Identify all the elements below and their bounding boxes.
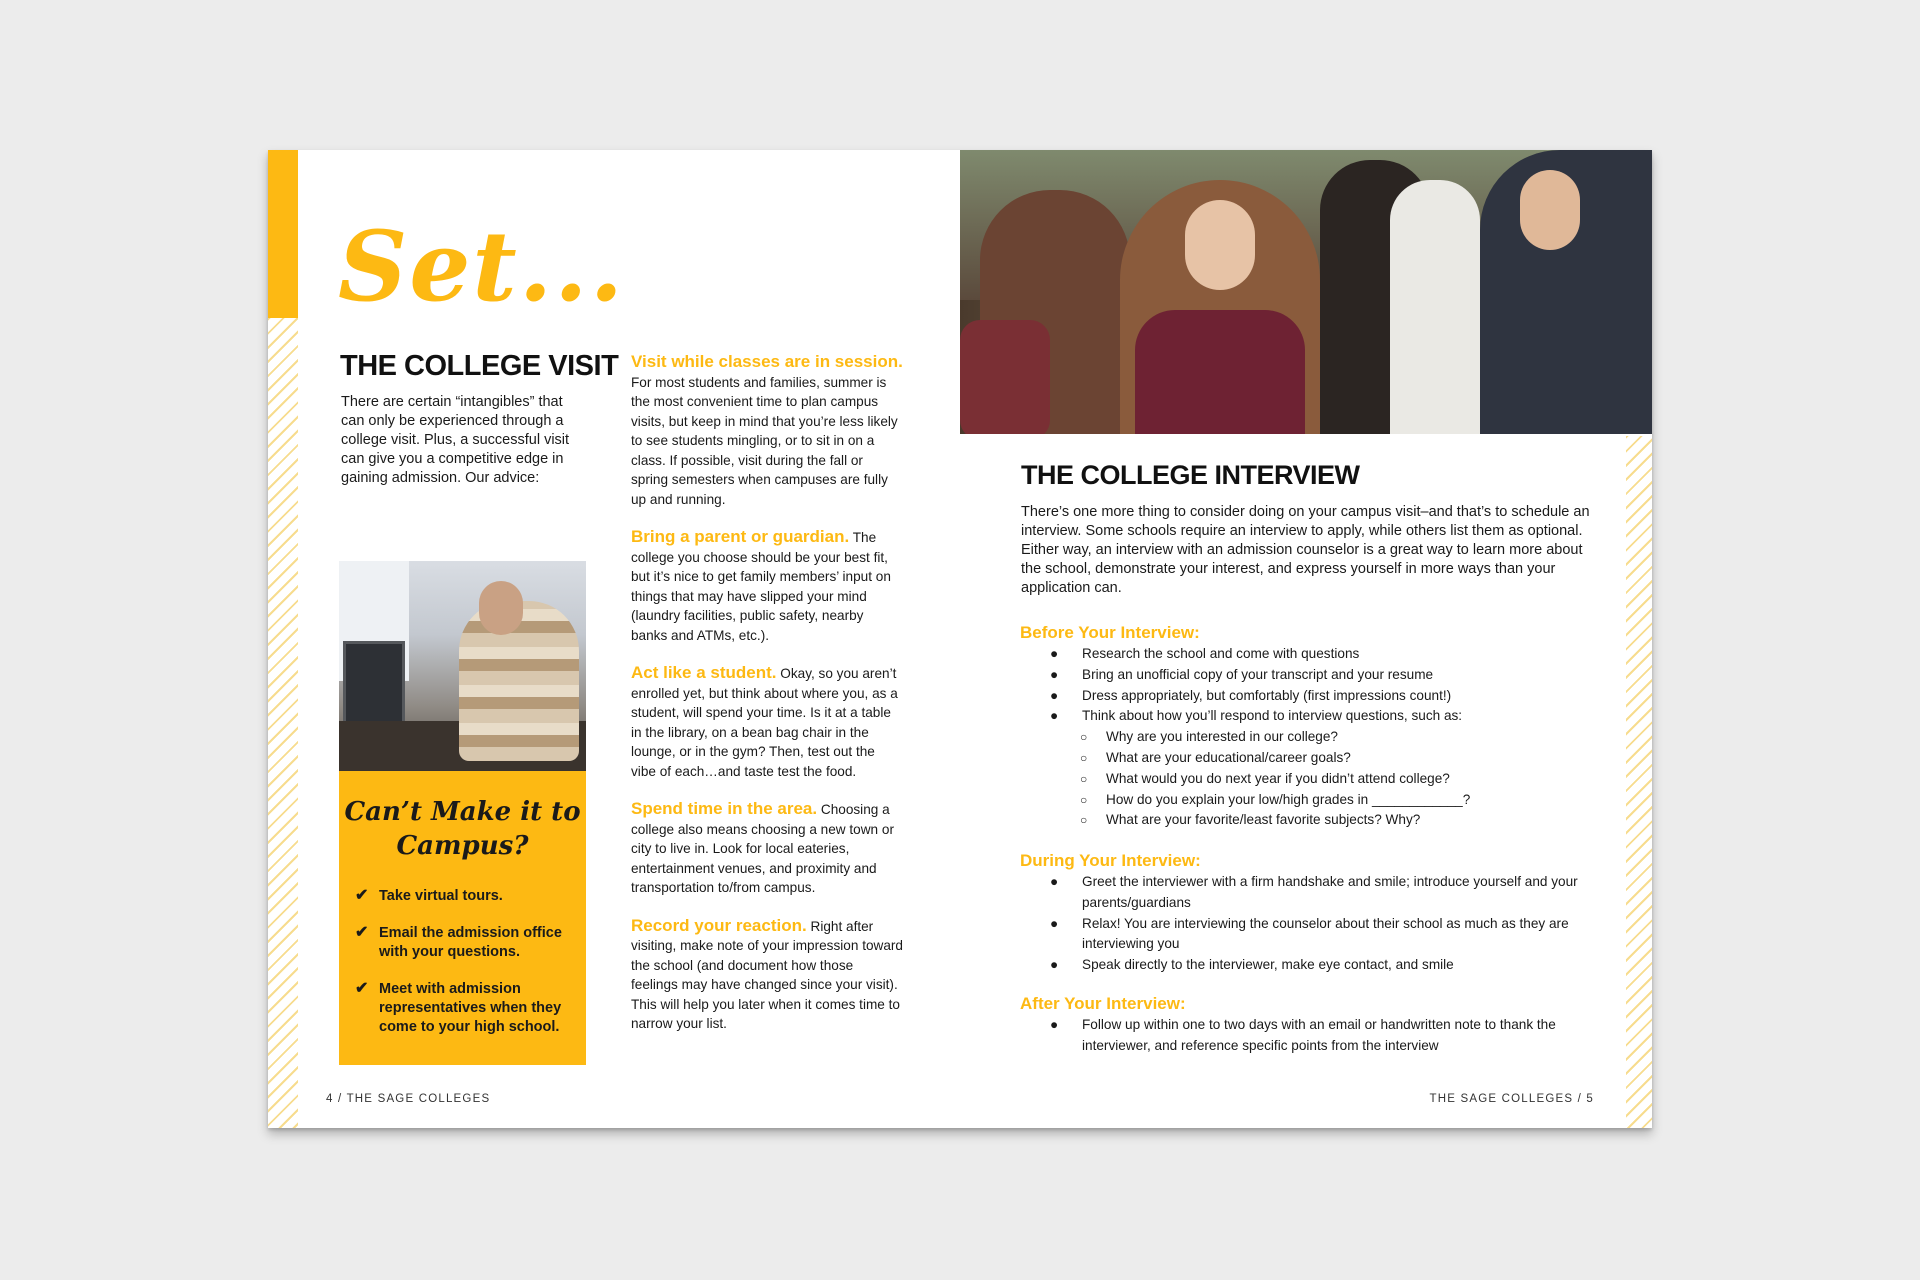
callout-item: ✔ Email the admission office with your questions. <box>355 924 562 960</box>
footer-left-page: 4 / THE SAGE COLLEGES <box>326 1093 491 1105</box>
sub-list-item: ○ Why are you interested in our college? <box>1080 729 1338 745</box>
tip-paragraph: Bring a parent or guardian. The college you choose should be your best fit, but it’s nice to get family members’ input on things that may have slipped your mind (laundry facilities, public safety, nearby banks and ATMs, etc.). <box>631 527 891 643</box>
list-item: ● Speak directly to the interviewer, make eye contact, and smile <box>1050 957 1454 973</box>
college-visit-intro: There are certain “intangibles” that can only be experienced through a college visit. Plus, a successful visit can give you a competitive edge in gaining admission. Our advice: <box>341 394 570 486</box>
sub-list-item: ○ What would you do next year if you didn’t attend college? <box>1080 770 1450 786</box>
after-interview-heading: After Your Interview: <box>1020 994 1186 1013</box>
callout-item: ✔ Meet with admission representatives when they come to your high school. <box>355 980 562 1035</box>
monitor-illustration <box>343 641 405 725</box>
tip-paragraph: Record your reaction. Right after visiting, make note of your impression toward the school (and document how those feelings may have changed since your visit). This will help you later when it comes time to narrow your list. <box>631 915 903 1031</box>
set-title: Set... <box>338 210 626 323</box>
before-interview-heading: Before Your Interview: <box>1020 623 1200 642</box>
college-interview-heading: THE COLLEGE INTERVIEW <box>1021 460 1360 490</box>
list-item: ● Dress appropriately, but comfortably (first impressions count!) <box>1050 687 1452 703</box>
callout-list <box>355 887 570 1055</box>
hatch-stripe-right <box>1626 436 1652 1128</box>
tip-lead: Record your reaction. <box>631 915 807 935</box>
tip-lead: Bring a parent or guardian. <box>631 527 850 546</box>
tip-paragraph: Visit while classes are in session. For most students and families, summer is the most convenient time to plan campus visits, but keep in mind that you’re less likely to see students mingling, or to sit in on a class. If possible, visit during the fall or spring semesters when campuses are fully up and running. <box>631 352 903 507</box>
accent-bar-left <box>268 150 298 318</box>
tip-lead: Spend time in the area. <box>631 799 818 818</box>
callout-title: Can’t Make it to Campus? <box>344 797 581 861</box>
check-icon: ✔ <box>355 887 369 904</box>
during-interview-heading: During Your Interview: <box>1020 851 1201 870</box>
after-interview-list <box>1050 1015 1590 1057</box>
tip-paragraph: Act like a student. Okay, so you aren’t enrolled yet, but think about where you, as a student, will spend your time. Is it at a table in the library, on a bean bag chair in the lounge, or in the gym? Then, test out the vibe of each…and taste test the food. <box>631 663 898 779</box>
sub-list-item: ○ What are your educational/career goals? <box>1080 749 1351 765</box>
list-item: ● Relax! You are interviewing the counselor about their school as much as they are interviewing you <box>1050 915 1569 952</box>
list-item: ● Follow up within one to two days with an email or handwritten note to thank the interviewer, and reference specific points from the interview <box>1050 1017 1556 1053</box>
brochure-spread <box>268 150 1652 1128</box>
cant-make-it-callout <box>339 771 586 1065</box>
before-interview-list <box>1050 644 1590 831</box>
list-item: ● Think about how you’ll respond to interview questions, such as: <box>1050 708 1463 724</box>
students-group-photo <box>960 150 1652 434</box>
list-item: ● Research the school and come with questions <box>1050 646 1360 661</box>
college-interview-intro: There’s one more thing to consider doing on your campus visit–and that’s to schedule an interview. Some schools require an interview to apply, while others list them as optional. Either way, an interview with an admission counselor is a great way to learn more about the school, demonstrate your interest, and express yourself in more ways than your application can. <box>1021 504 1590 596</box>
visit-tips-column <box>631 352 903 1052</box>
footer-right-page: THE SAGE COLLEGES / 5 <box>1429 1093 1594 1105</box>
interview-questions-list <box>1050 727 1590 831</box>
check-icon: ✔ <box>355 924 369 941</box>
list-item: ● Bring an unofficial copy of your transcript and your resume <box>1050 666 1434 682</box>
check-icon: ✔ <box>355 980 369 997</box>
sub-list-item: ○ What are your favorite/least favorite subjects? Why? <box>1080 812 1421 828</box>
list-item: ● Greet the interviewer with a firm handshake and smile; introduce yourself and your parents/guardians <box>1050 874 1578 910</box>
during-interview-list <box>1050 872 1590 976</box>
student-at-computer-photo <box>339 561 586 771</box>
sub-list-item: ○ How do you explain your low/high grades in ____________? <box>1080 791 1471 807</box>
tip-lead: Act like a student. <box>631 663 777 682</box>
college-visit-heading: THE COLLEGE VISIT <box>340 350 619 382</box>
tip-paragraph: Spend time in the area. Choosing a college also means choosing a new town or city to live in. Look for local eateries, entertainment venues, and proximity and transportation to/from campus. <box>631 799 894 895</box>
tip-lead: Visit while classes are in session. <box>631 352 903 371</box>
callout-item: ✔ Take virtual tours. <box>355 887 503 904</box>
hatch-stripe-left <box>268 318 298 1128</box>
